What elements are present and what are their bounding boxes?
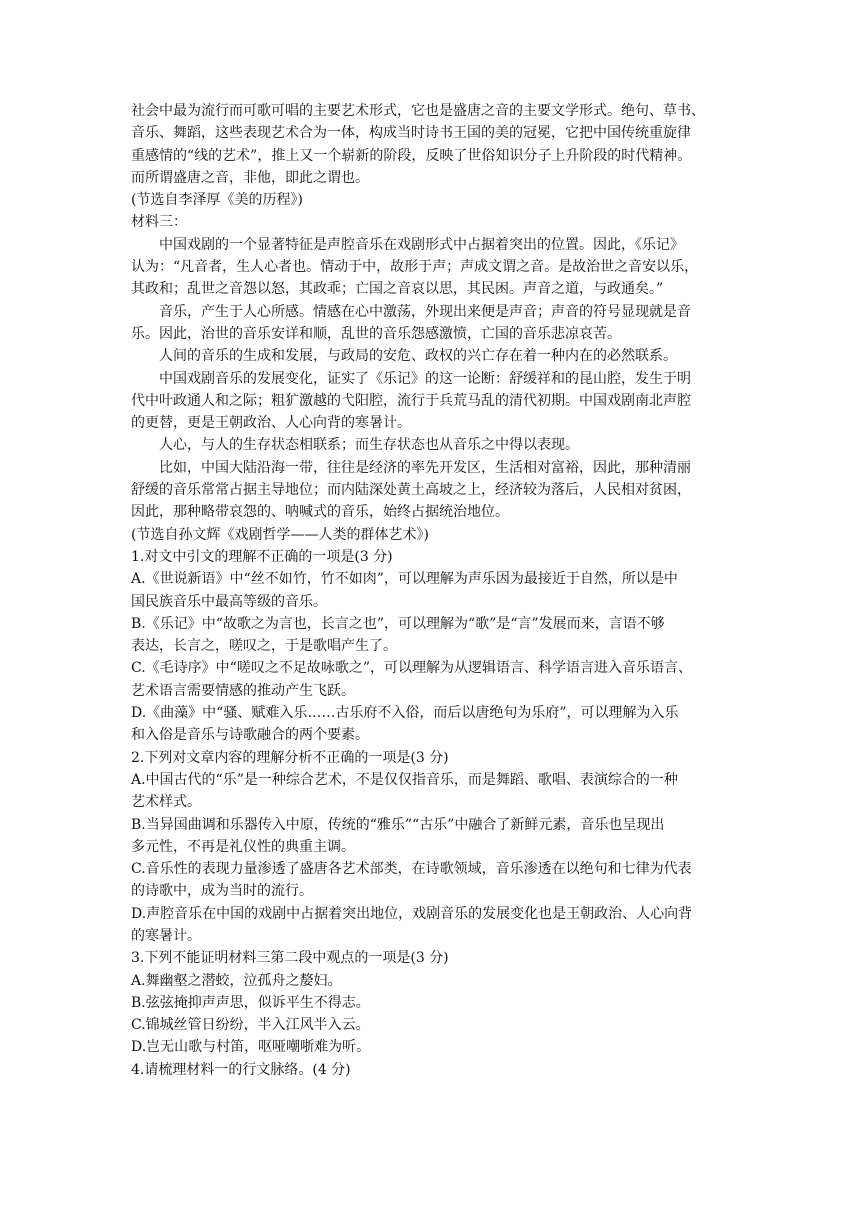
paragraph-line: 人心，与人的生存状态相联系；而生存状态也从音乐之中得以表现。 — [159, 437, 579, 454]
option-line: B.《乐记》中“故歌之为言也，长言之也”，可以理解为“歌”是“言”发展而来，言语不够 — [131, 615, 665, 632]
source-citation: (节选自李泽厚《美的历程》) — [131, 192, 303, 209]
option-line: D.《曲藻》中“骚、赋难入乐……古乐府不入俗，而后以唐绝句为乐府”，可以理解为入乐 — [131, 705, 679, 722]
source-citation: (节选自孙文辉《戏剧哲学——人类的群体艺术》) — [131, 526, 429, 543]
document-body — [131, 100, 731, 1081]
option-line: C.音乐性的表现力量渗透了盛唐各艺术部类，在诗歌领域，音乐渗透在以绝句和七律为代表 — [131, 861, 692, 878]
paragraph-line: 的更替，更是王朝政治、人心向背的寒暑计。 — [131, 415, 411, 432]
option-line: 多元性，不再是礼仪性的典重主调。 — [131, 838, 355, 855]
paragraph-line: 重感情的“线的艺术”，推上又一个崭新的阶段，反映了世俗知识分子上升阶段的时代精神。 — [131, 147, 692, 164]
question-3: 3.下列不能证明材料三第二段中观点的一项是(3 分) — [131, 950, 449, 967]
option-line: B.当异国曲调和乐器传入中原，传统的“雅乐”“古乐”中融合了新鲜元素，音乐也呈现出 — [131, 816, 665, 833]
option-line: D.声腔音乐在中国的戏剧中占据着突出地位，戏剧音乐的发展变化也是王朝政治、人心向背 — [131, 905, 693, 922]
option-line: A.《世说新语》中“丝不如竹，竹不如肉”，可以理解为声乐因为最接近于自然，所以是中 — [131, 571, 678, 588]
option-line: 艺术样式。 — [131, 794, 201, 811]
question-2: 2.下列对文章内容的理解分析不正确的一项是(3 分) — [131, 749, 449, 766]
section-heading: 材料三： — [131, 214, 187, 231]
option-line: A.中国古代的“乐”是一种综合艺术，不是仅仅指音乐，而是舞蹈、歌唱、表演综合的一种 — [131, 771, 678, 788]
paragraph-line: 人间的音乐的生成和发展，与政局的安危、政权的兴亡存在着一种内在的必然联系。 — [159, 348, 677, 365]
question-1: 1.对文中引文的理解不正确的一项是(3 分) — [131, 548, 393, 565]
paragraph-line: 而所谓盛唐之音，非他，即此之谓也。 — [131, 169, 369, 186]
paragraph-line: 认为：“凡音者，生人心者也。情动于中，故形于声；声成文谓之音。是故治世之音安以乐， — [131, 259, 699, 276]
option-line: 和入俗是音乐与诗歌融合的两个要素。 — [131, 727, 369, 744]
paragraph-line: 舒缓的音乐常常占据主导地位；而内陆深处黄土高坡之上，经济较为落后，人民相对贫困， — [131, 482, 691, 499]
question-4: 4.请梳理材料一的行文脉络。(4 分) — [131, 1061, 351, 1078]
option-line: C.锦城丝管日纷纷，半入江风半入云。 — [131, 1017, 370, 1034]
paragraph-line: 其政和；乱世之音怨以怒，其政乖；亡国之音哀以思，其民困。声音之道，与政通矣。” — [131, 281, 664, 298]
paragraph-line: 因此，那种略带哀怨的、呐喊式的音乐，始终占据统治地位。 — [131, 504, 509, 521]
option-line: A.舞幽壑之潜蛟，泣孤舟之嫠妇。 — [131, 972, 342, 989]
option-line: B.弦弦掩抑声声思，似诉平生不得志。 — [131, 994, 370, 1011]
paragraph-line: 乐。因此，治世的音乐安详和顺，乱世的音乐怨感激愤，亡国的音乐悲凉哀苦。 — [131, 325, 621, 342]
paragraph-line: 音乐，产生于人心所感。情感在心中激荡，外现出来便是声音；声音的符号显现就是音 — [159, 303, 691, 320]
option-line: 的寒暑计。 — [131, 927, 201, 944]
option-line: D.岂无山歌与村笛，呕哑嘲哳难为听。 — [131, 1039, 371, 1056]
option-line: C.《毛诗序》中“嗟叹之不足故咏歌之”，可以理解为从逻辑语言、科学语言进入音乐语言、 — [131, 660, 692, 677]
option-line: 的诗歌中，成为当时的流行。 — [131, 883, 313, 900]
paragraph-line: 音乐、舞蹈，这些表现艺术合为一体，构成当时诗书王国的美的冠冕，它把中国传统重旋律 — [131, 125, 691, 142]
paragraph-line: 中国戏剧的一个显著特征是声腔音乐在戏剧形式中占据着突出的位置。因此，《乐记》 — [159, 236, 684, 253]
option-line: 艺术语言需要情感的推动产生飞跃。 — [131, 682, 355, 699]
option-line: 表达，长言之，嗟叹之，于是歌唱产生了。 — [131, 638, 397, 655]
paragraph-line: 中国戏剧音乐的发展变化，证实了《乐记》的这一论断：舒缓祥和的昆山腔，发生于明 — [159, 370, 691, 387]
paragraph-line: 社会中最为流行而可歌可唱的主要艺术形式，它也是盛唐之音的主要文学形式。绝句、草书、 — [131, 103, 705, 119]
paragraph-line: 代中叶政通人和之际；粗犷激越的弋阳腔，流行于兵荒马乱的清代初期。中国戏剧南北声腔 — [131, 392, 691, 409]
paragraph-line: 比如，中国大陆沿海一带，往往是经济的率先开发区，生活相对富裕，因此，那种清丽 — [159, 459, 691, 476]
option-line: 国民族音乐中最高等级的音乐。 — [131, 593, 327, 610]
